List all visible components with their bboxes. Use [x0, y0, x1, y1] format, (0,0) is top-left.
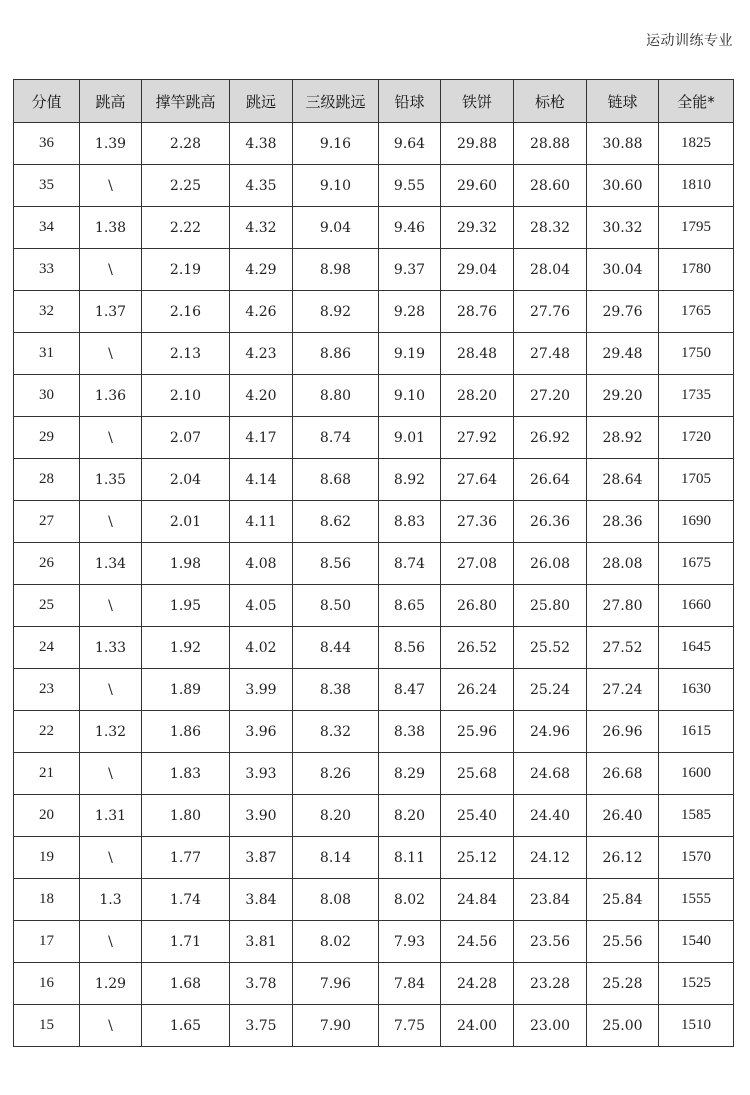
table-cell: 16: [14, 963, 80, 1005]
table-cell: 8.56: [379, 627, 441, 669]
table-cell: 4.26: [230, 291, 293, 333]
table-row: [14, 165, 734, 207]
table-cell: 3.78: [230, 963, 293, 1005]
table-cell: \: [80, 1005, 142, 1047]
table-cell: 7.96: [293, 963, 379, 1005]
column-header: 标枪: [514, 80, 587, 123]
table-cell: 27: [14, 501, 80, 543]
table-cell: 4.05: [230, 585, 293, 627]
table-cell: 27.08: [441, 543, 514, 585]
table-cell: 1.35: [80, 459, 142, 501]
table-row: [14, 669, 734, 711]
table-cell: 8.02: [379, 879, 441, 921]
table-cell: 8.74: [293, 417, 379, 459]
table-cell: 25.52: [514, 627, 587, 669]
table-cell: 26.80: [441, 585, 514, 627]
table-cell: 25.24: [514, 669, 587, 711]
table-cell: 24.28: [441, 963, 514, 1005]
table-cell: 26.12: [587, 837, 659, 879]
table-cell: 25.68: [441, 753, 514, 795]
table-cell: 4.20: [230, 375, 293, 417]
table-cell: 19: [14, 837, 80, 879]
table-cell: 1720: [659, 417, 734, 459]
table-cell: 2.01: [142, 501, 230, 543]
table-cell: 1.32: [80, 711, 142, 753]
table-cell: 29: [14, 417, 80, 459]
table-cell: 2.10: [142, 375, 230, 417]
table-cell: 8.14: [293, 837, 379, 879]
column-header: 撑竿跳高: [142, 80, 230, 123]
table-cell: 9.46: [379, 207, 441, 249]
table-cell: \: [80, 165, 142, 207]
table-cell: 8.56: [293, 543, 379, 585]
table-cell: \: [80, 921, 142, 963]
table-cell: 1.86: [142, 711, 230, 753]
table-cell: 9.04: [293, 207, 379, 249]
table-cell: 2.19: [142, 249, 230, 291]
table-cell: 26.40: [587, 795, 659, 837]
table-cell: 8.47: [379, 669, 441, 711]
table-cell: 8.02: [293, 921, 379, 963]
table-row: [14, 501, 734, 543]
table-cell: 1.34: [80, 543, 142, 585]
table-cell: 3.93: [230, 753, 293, 795]
table-cell: 25.56: [587, 921, 659, 963]
table-cell: 24.12: [514, 837, 587, 879]
table-row: [14, 837, 734, 879]
column-header: 铁饼: [441, 80, 514, 123]
table-cell: 1585: [659, 795, 734, 837]
table-cell: 8.50: [293, 585, 379, 627]
table-cell: 2.28: [142, 123, 230, 165]
table-row: [14, 207, 734, 249]
table-row: [14, 753, 734, 795]
table-cell: \: [80, 585, 142, 627]
table-cell: 1690: [659, 501, 734, 543]
table-cell: 27.76: [514, 291, 587, 333]
table-cell: 23.00: [514, 1005, 587, 1047]
table-cell: 26.52: [441, 627, 514, 669]
table-cell: 29.48: [587, 333, 659, 375]
table-cell: 8.68: [293, 459, 379, 501]
table-cell: 8.29: [379, 753, 441, 795]
table-cell: 28.88: [514, 123, 587, 165]
table-cell: 28.48: [441, 333, 514, 375]
table-cell: \: [80, 501, 142, 543]
table-cell: 1.65: [142, 1005, 230, 1047]
page-header-title: 运动训练专业: [646, 33, 733, 49]
table-cell: 2.04: [142, 459, 230, 501]
table-cell: 1.74: [142, 879, 230, 921]
table-cell: 25.96: [441, 711, 514, 753]
table-cell: 29.88: [441, 123, 514, 165]
table-cell: 8.44: [293, 627, 379, 669]
table-cell: \: [80, 753, 142, 795]
table-cell: 3.96: [230, 711, 293, 753]
table-cell: 27.36: [441, 501, 514, 543]
table-cell: 24.56: [441, 921, 514, 963]
table-cell: 1555: [659, 879, 734, 921]
table-cell: 1.37: [80, 291, 142, 333]
table-cell: 1630: [659, 669, 734, 711]
table-header: [14, 80, 734, 123]
table-cell: 7.75: [379, 1005, 441, 1047]
column-header: 三级跳远: [293, 80, 379, 123]
table-cell: 1615: [659, 711, 734, 753]
table-cell: 26.36: [514, 501, 587, 543]
table-cell: 26.92: [514, 417, 587, 459]
table-cell: 4.38: [230, 123, 293, 165]
table-cell: 9.37: [379, 249, 441, 291]
column-header: 铅球: [379, 80, 441, 123]
table-cell: 1735: [659, 375, 734, 417]
table-cell: 1675: [659, 543, 734, 585]
table-row: [14, 921, 734, 963]
table-cell: 9.28: [379, 291, 441, 333]
table-row: [14, 963, 734, 1005]
table-cell: 26.08: [514, 543, 587, 585]
table-cell: 23.56: [514, 921, 587, 963]
table-cell: 3.81: [230, 921, 293, 963]
table-cell: 1.3: [80, 879, 142, 921]
table-row: [14, 249, 734, 291]
column-header: 分值: [14, 80, 80, 123]
table-cell: 31: [14, 333, 80, 375]
table-cell: 24.40: [514, 795, 587, 837]
table-cell: 9.16: [293, 123, 379, 165]
table-cell: 23: [14, 669, 80, 711]
table-cell: 24.84: [441, 879, 514, 921]
table-cell: 8.92: [379, 459, 441, 501]
table-cell: 8.62: [293, 501, 379, 543]
table-cell: 8.83: [379, 501, 441, 543]
table-cell: 25.28: [587, 963, 659, 1005]
table-cell: 8.80: [293, 375, 379, 417]
table-row: [14, 795, 734, 837]
table-row: [14, 585, 734, 627]
table-cell: 29.32: [441, 207, 514, 249]
table-cell: 22: [14, 711, 80, 753]
table-cell: 8.08: [293, 879, 379, 921]
table-cell: 8.32: [293, 711, 379, 753]
table-cell: 24.68: [514, 753, 587, 795]
table-cell: \: [80, 837, 142, 879]
table-cell: 34: [14, 207, 80, 249]
table-cell: 27.52: [587, 627, 659, 669]
table-cell: 27.48: [514, 333, 587, 375]
score-table: [13, 79, 734, 1047]
table-cell: 9.10: [379, 375, 441, 417]
table-cell: 28.36: [587, 501, 659, 543]
table-cell: 27.80: [587, 585, 659, 627]
table-cell: 7.84: [379, 963, 441, 1005]
table-cell: 1.38: [80, 207, 142, 249]
table-cell: 36: [14, 123, 80, 165]
table-row: [14, 459, 734, 501]
table-cell: 28.20: [441, 375, 514, 417]
table-cell: 1750: [659, 333, 734, 375]
table-cell: 1765: [659, 291, 734, 333]
table-cell: 2.16: [142, 291, 230, 333]
table-cell: 29.04: [441, 249, 514, 291]
table-cell: 28.92: [587, 417, 659, 459]
table-cell: 9.55: [379, 165, 441, 207]
table-row: [14, 375, 734, 417]
table-cell: 4.29: [230, 249, 293, 291]
table-cell: 4.17: [230, 417, 293, 459]
table-cell: 1.36: [80, 375, 142, 417]
table-cell: 7.93: [379, 921, 441, 963]
table-cell: 1540: [659, 921, 734, 963]
table-body: [14, 123, 734, 1047]
table-cell: 1825: [659, 123, 734, 165]
table-cell: 1.31: [80, 795, 142, 837]
column-header: 跳高: [80, 80, 142, 123]
table-cell: 3.87: [230, 837, 293, 879]
table-cell: 7.90: [293, 1005, 379, 1047]
table-cell: 25.12: [441, 837, 514, 879]
table-cell: 26: [14, 543, 80, 585]
table-cell: 8.65: [379, 585, 441, 627]
table-cell: 28.64: [587, 459, 659, 501]
table-cell: 8.74: [379, 543, 441, 585]
table-cell: 24: [14, 627, 80, 669]
table-cell: 9.10: [293, 165, 379, 207]
table-cell: 25.40: [441, 795, 514, 837]
table-cell: 24.00: [441, 1005, 514, 1047]
column-header: 跳远: [230, 80, 293, 123]
table-cell: 9.19: [379, 333, 441, 375]
table-cell: 1.71: [142, 921, 230, 963]
table-row: [14, 711, 734, 753]
table-cell: \: [80, 669, 142, 711]
table-cell: 25: [14, 585, 80, 627]
table-cell: 29.60: [441, 165, 514, 207]
table-cell: 1.68: [142, 963, 230, 1005]
table-cell: 1510: [659, 1005, 734, 1047]
table-cell: 1.92: [142, 627, 230, 669]
table-cell: 4.02: [230, 627, 293, 669]
header-row: [14, 80, 734, 123]
table-row: [14, 627, 734, 669]
table-cell: 8.92: [293, 291, 379, 333]
table-cell: 3.99: [230, 669, 293, 711]
table-cell: 21: [14, 753, 80, 795]
table-cell: 25.00: [587, 1005, 659, 1047]
table-cell: 1.83: [142, 753, 230, 795]
table-row: [14, 291, 734, 333]
table-cell: 1.89: [142, 669, 230, 711]
table-cell: 28.08: [587, 543, 659, 585]
table-cell: 35: [14, 165, 80, 207]
table-cell: 1.29: [80, 963, 142, 1005]
table-cell: 1600: [659, 753, 734, 795]
table-cell: 4.32: [230, 207, 293, 249]
table-row: [14, 333, 734, 375]
column-header: 全能*: [659, 80, 734, 123]
table-cell: 4.35: [230, 165, 293, 207]
table-cell: 28.76: [441, 291, 514, 333]
table-cell: 1660: [659, 585, 734, 627]
table-cell: 33: [14, 249, 80, 291]
table-cell: 1705: [659, 459, 734, 501]
table-cell: 28.32: [514, 207, 587, 249]
table-cell: 23.28: [514, 963, 587, 1005]
table-cell: 25.84: [587, 879, 659, 921]
table-cell: 30.88: [587, 123, 659, 165]
table-cell: 26.96: [587, 711, 659, 753]
table-cell: 26.68: [587, 753, 659, 795]
table-cell: 30.04: [587, 249, 659, 291]
table-cell: 4.11: [230, 501, 293, 543]
table-cell: 8.20: [293, 795, 379, 837]
table-cell: 30.32: [587, 207, 659, 249]
table-cell: 1.80: [142, 795, 230, 837]
table-cell: 27.92: [441, 417, 514, 459]
table-cell: 20: [14, 795, 80, 837]
table-cell: 9.64: [379, 123, 441, 165]
table-cell: 3.84: [230, 879, 293, 921]
table-cell: 24.96: [514, 711, 587, 753]
table-cell: 4.08: [230, 543, 293, 585]
table-cell: 8.11: [379, 837, 441, 879]
table-row: [14, 417, 734, 459]
table-row: [14, 123, 734, 165]
table-cell: 26.64: [514, 459, 587, 501]
table-cell: 18: [14, 879, 80, 921]
table-cell: 27.64: [441, 459, 514, 501]
table-cell: 2.13: [142, 333, 230, 375]
table-cell: 1.77: [142, 837, 230, 879]
table-cell: 30.60: [587, 165, 659, 207]
table-cell: 23.84: [514, 879, 587, 921]
table-cell: 4.23: [230, 333, 293, 375]
table-cell: 9.01: [379, 417, 441, 459]
table-cell: 1.95: [142, 585, 230, 627]
table-cell: 30: [14, 375, 80, 417]
table-row: [14, 1005, 734, 1047]
table-cell: 15: [14, 1005, 80, 1047]
table-cell: 26.24: [441, 669, 514, 711]
table-cell: 8.20: [379, 795, 441, 837]
table-cell: 1.98: [142, 543, 230, 585]
table-cell: 27.20: [514, 375, 587, 417]
table-row: [14, 879, 734, 921]
table-cell: 2.22: [142, 207, 230, 249]
table-cell: 3.75: [230, 1005, 293, 1047]
table-cell: 2.07: [142, 417, 230, 459]
table-cell: 8.38: [379, 711, 441, 753]
table-cell: 1795: [659, 207, 734, 249]
table-cell: 28.60: [514, 165, 587, 207]
table-cell: 1.39: [80, 123, 142, 165]
table-cell: 3.90: [230, 795, 293, 837]
table-cell: 28: [14, 459, 80, 501]
table-cell: 17: [14, 921, 80, 963]
column-header: 链球: [587, 80, 659, 123]
table-row: [14, 543, 734, 585]
table-cell: 1780: [659, 249, 734, 291]
table-cell: 27.24: [587, 669, 659, 711]
table-cell: 28.04: [514, 249, 587, 291]
table-cell: 1.33: [80, 627, 142, 669]
table-cell: 8.86: [293, 333, 379, 375]
table-cell: 1525: [659, 963, 734, 1005]
table-cell: 1645: [659, 627, 734, 669]
table-cell: 8.26: [293, 753, 379, 795]
table-cell: \: [80, 417, 142, 459]
table-cell: \: [80, 333, 142, 375]
table-cell: 32: [14, 291, 80, 333]
table-cell: 4.14: [230, 459, 293, 501]
table-cell: \: [80, 249, 142, 291]
table-cell: 2.25: [142, 165, 230, 207]
table-cell: 8.98: [293, 249, 379, 291]
table-cell: 1570: [659, 837, 734, 879]
table-cell: 1810: [659, 165, 734, 207]
table-cell: 29.76: [587, 291, 659, 333]
table-cell: 29.20: [587, 375, 659, 417]
table-cell: 25.80: [514, 585, 587, 627]
table-cell: 8.38: [293, 669, 379, 711]
